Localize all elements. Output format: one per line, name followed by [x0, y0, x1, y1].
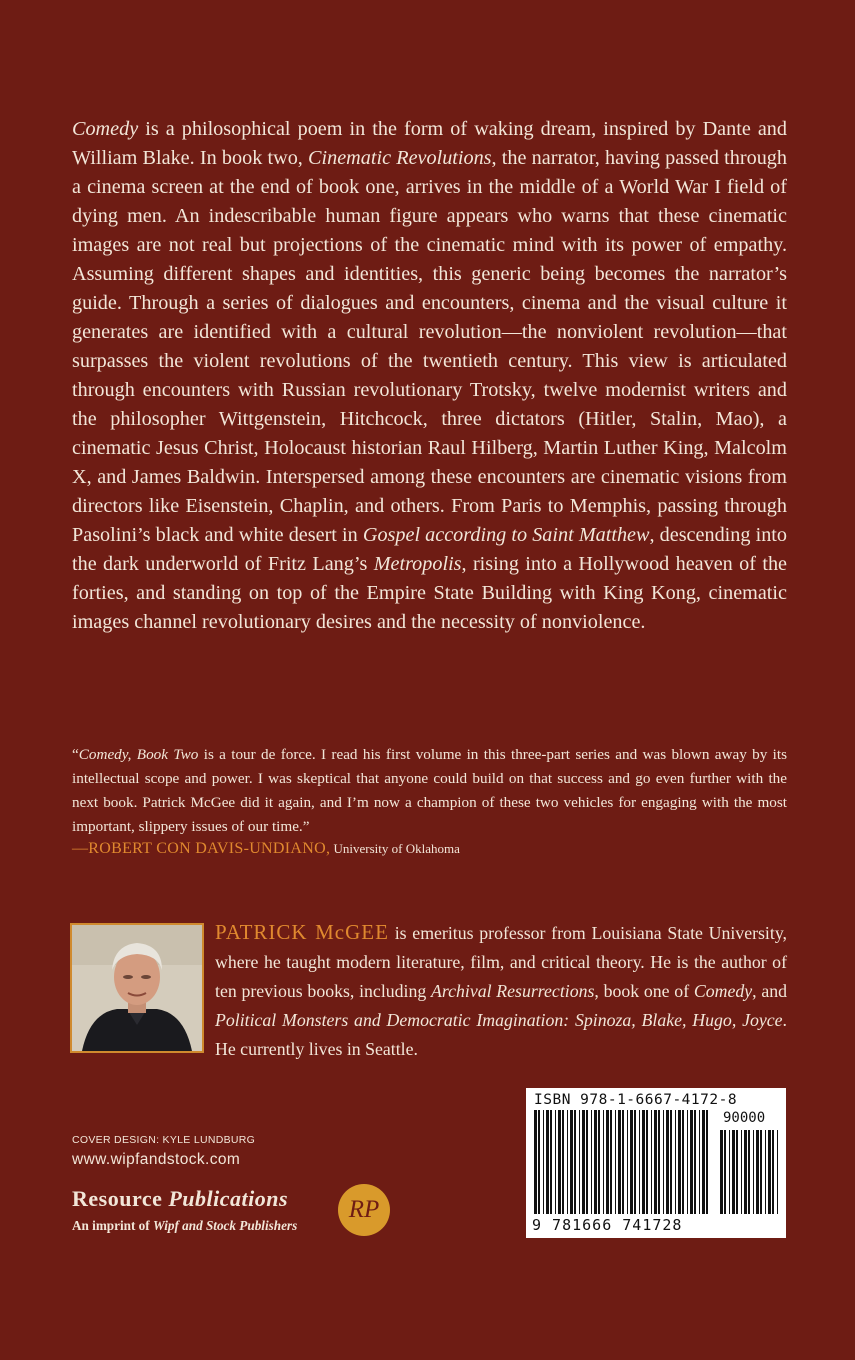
- barcode-bar: [699, 1110, 700, 1214]
- barcode-bar: [543, 1110, 544, 1214]
- barcode-bar: [558, 1110, 561, 1214]
- description-text: , descending into the dark underworld of Fritz Lang’s: [72, 524, 787, 575]
- barcode-bar: [772, 1130, 774, 1214]
- quote-mark: “: [72, 746, 79, 763]
- bio-text: . He currently lives in Seattle.: [215, 1010, 787, 1059]
- description-text: , rising into a Hollywood heaven of the forties, and standing on top of the Empire State Building with King Kong, cinematic images channel revolutionary desires and the necessity of nonviolence.: [72, 553, 787, 633]
- barcode-bar: [753, 1130, 754, 1214]
- imprint-text: An imprint of: [72, 1218, 153, 1233]
- barcode-bar: [687, 1110, 688, 1214]
- barcode-bar: [622, 1110, 624, 1214]
- barcode-bar: [729, 1130, 730, 1214]
- barcode-bar: [646, 1110, 648, 1214]
- cover-design-credit: COVER DESIGN: KYLE LUNDBURG: [72, 1134, 256, 1146]
- title-cinematic-revolutions: Cinematic Revolutions: [308, 147, 492, 169]
- title-gospel: Gospel according to Saint Matthew: [362, 524, 650, 546]
- imprint-publisher: Wipf and Stock Publishers: [152, 1218, 298, 1233]
- barcode-bar: [756, 1130, 759, 1214]
- title-comedy: Comedy: [72, 118, 139, 140]
- barcode-bar: [550, 1110, 552, 1214]
- author-photo: [70, 923, 204, 1053]
- endorsement-attribution: [72, 838, 460, 860]
- barcode-bar: [678, 1110, 681, 1214]
- publisher-website[interactable]: www.wipfandstock.com: [72, 1151, 241, 1168]
- barcode-bar: [765, 1130, 766, 1214]
- barcode-bar: [603, 1110, 604, 1214]
- barcode-bar: [694, 1110, 696, 1214]
- barcode-bar: [634, 1110, 636, 1214]
- endorser-institution: University of Oklahoma: [330, 841, 460, 856]
- barcode-bar: [748, 1130, 750, 1214]
- barcode-bar: [702, 1110, 705, 1214]
- bio-text: , book one of: [594, 981, 694, 1001]
- description-text: , the narrator, having passed through a cinema screen at the end of book one, arrives in the middle of a World War I field of dying men. An indescribable human figure appears who warns that these cinematic images are not real but projections of the cinematic mind with its power of empathy. Assuming different shapes and identities, this generic being becomes the narrator’s guide. Through a series of dialogues and encounters, cinema and the visual culture it generates are identified with a cultural revolution—the nonviolent revolution—that surpasses the violent revolutions of the twentieth century. This view is articulated through encounters with Russian revolutionary Trotsky, twelve modernist writers and the philosopher Wittgenstein, Hitchcock, three dictators (Hitler, Stalin, Mao), a cinematic Jesus Christ, Holocaust historian Raul Hilberg, Martin Luther King, Malcolm X, and James Baldwin. Interspersed among these encounters are cinematic visions from directors like Eisenstein, Chaplin, and others. From Paris to Memphis, passing through Pasolini’s black and white desert in: [72, 147, 787, 546]
- barcode-bar: [744, 1130, 747, 1214]
- barcode-bar: [720, 1130, 723, 1214]
- barcode-bar: [534, 1110, 537, 1214]
- barcode-bar: [570, 1110, 573, 1214]
- author-bio: [215, 918, 787, 1064]
- barcode-bar: [760, 1130, 762, 1214]
- endorser-name: —ROBERT CON DAVIS-UNDIANO,: [72, 840, 331, 857]
- barcode-bar: [627, 1110, 628, 1214]
- barcode-bar: [606, 1110, 609, 1214]
- author-name: PATRICK McGEE: [215, 920, 389, 944]
- barcode-bar: [736, 1130, 738, 1214]
- barcode-bar: [666, 1110, 669, 1214]
- ean-digits: 9 781666 741728: [532, 1216, 683, 1234]
- title-metropolis: Metropolis: [373, 553, 462, 575]
- description-text: is a philosophical poem in the form of waking dream, inspired by Dante and William Blake. In book two,: [72, 118, 787, 169]
- barcode-bar: [663, 1110, 664, 1214]
- barcode-bar: [724, 1130, 726, 1214]
- endorsement-quote: [72, 743, 787, 839]
- barcode-bar: [670, 1110, 672, 1214]
- barcode-bar: [654, 1110, 657, 1214]
- barcode-bar: [706, 1110, 708, 1214]
- barcode-bar: [562, 1110, 564, 1214]
- bio-book-title: Archival Resurrections: [431, 981, 595, 1001]
- barcode-bar: [690, 1110, 693, 1214]
- barcode-bar: [642, 1110, 645, 1214]
- barcode-bar: [732, 1130, 735, 1214]
- barcode-bar: [610, 1110, 612, 1214]
- isbn-number: ISBN 978-1-6667-4172-8: [534, 1092, 738, 1108]
- barcode-bar: [741, 1130, 742, 1214]
- barcode-bar: [594, 1110, 597, 1214]
- barcode-bar: [682, 1110, 684, 1214]
- bio-text: , and: [752, 981, 787, 1001]
- barcode-bar: [651, 1110, 652, 1214]
- barcode-bar: [586, 1110, 588, 1214]
- barcode-bar: [658, 1110, 660, 1214]
- barcode-bar: [777, 1130, 778, 1214]
- rp-logo-icon: RP: [338, 1184, 390, 1236]
- barcode-bar: [630, 1110, 633, 1214]
- barcode-bar: [768, 1130, 771, 1214]
- barcode-bar: [555, 1110, 556, 1214]
- barcode-bar: [567, 1110, 568, 1214]
- barcode-bar: [675, 1110, 676, 1214]
- barcode-bar: [591, 1110, 592, 1214]
- imprint-line: [72, 1218, 297, 1234]
- barcode-bar: [618, 1110, 621, 1214]
- barcode-bar: [598, 1110, 600, 1214]
- barcode-bar: [639, 1110, 640, 1214]
- price-code: 90000: [723, 1110, 766, 1126]
- barcode-bar: [615, 1110, 616, 1214]
- publisher-name-part: Resource: [72, 1186, 169, 1211]
- barcode-bar: [574, 1110, 576, 1214]
- bio-book-title: Political Monsters and Democratic Imagination: Spinoza, Blake, Hugo, Joyce: [215, 1010, 783, 1030]
- barcode-bar: [579, 1110, 580, 1214]
- isbn-barcode: [526, 1088, 786, 1238]
- quote-book-title: Comedy, Book Two: [78, 746, 199, 763]
- barcode-bar: [546, 1110, 549, 1214]
- bio-text: is emeritus professor from Louisiana State University, where he taught modern literature, film, and critical theory. He is the author of ten previous books, including: [215, 923, 787, 1001]
- book-description: [72, 115, 787, 637]
- publisher-name: [72, 1186, 288, 1212]
- barcode-bar: [582, 1110, 585, 1214]
- barcode-bar: [538, 1110, 540, 1214]
- publisher-name-part: Publications: [168, 1186, 289, 1211]
- author-portrait-image: [72, 925, 202, 1051]
- bio-book-title: Comedy: [693, 981, 753, 1001]
- quote-text: is a tour de force. I read his first volume in this three-part series and was blown away by its intellectual scope and power. I was skeptical that anyone could build on that success and go even further with the next book. Patrick McGee did it again, and I’m now a champion of these two vehicles for engaging with the most important, slippery issues of our time.”: [72, 746, 787, 835]
